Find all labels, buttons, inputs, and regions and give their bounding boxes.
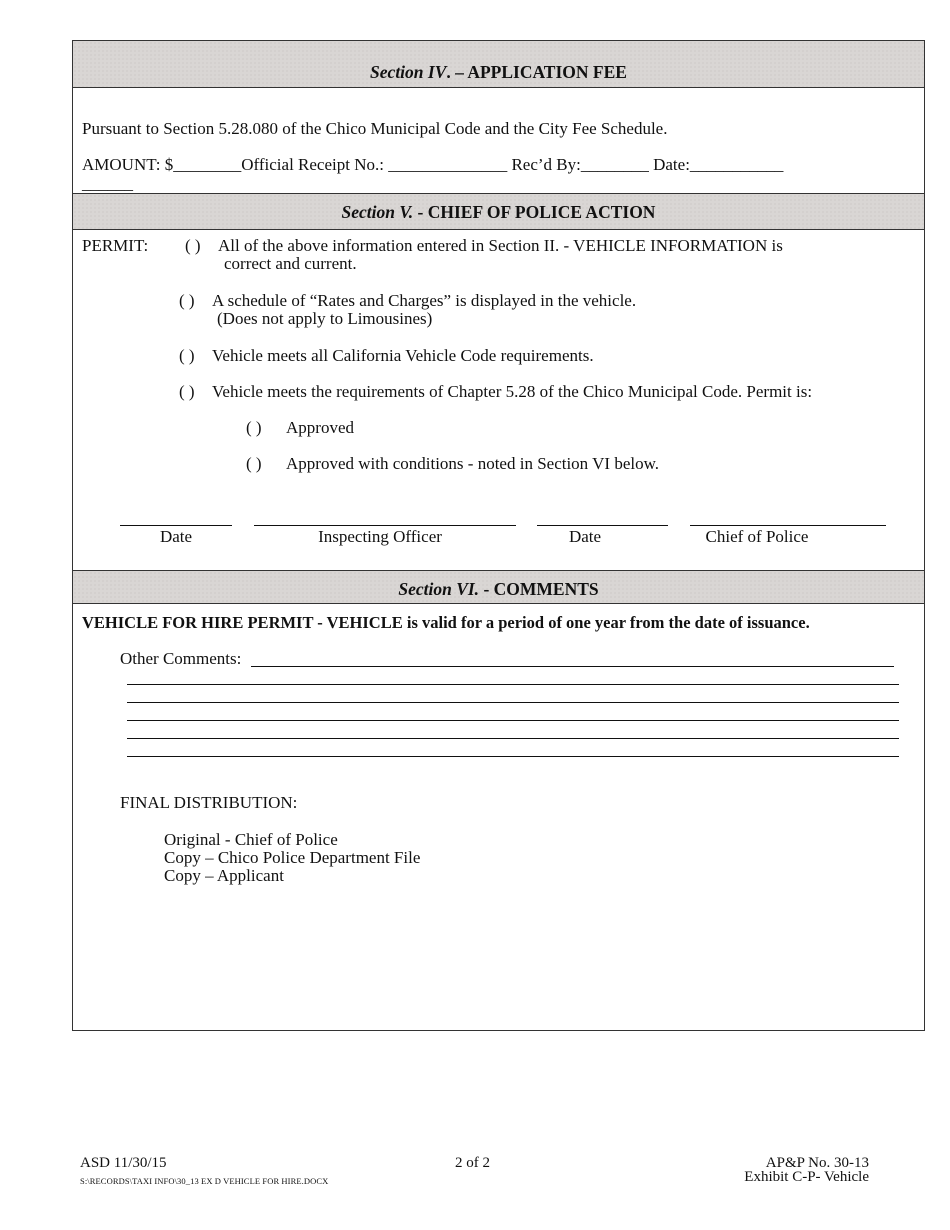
item-rates-line1: A schedule of “Rates and Charges” is displayed in the vehicle. <box>212 291 637 310</box>
checkbox-municipal-code[interactable]: ( ) <box>179 382 195 401</box>
item-rates-line2: (Does not apply to Limousines) <box>217 309 433 328</box>
signature-line-chief[interactable] <box>690 525 886 526</box>
signature-line-date-1[interactable] <box>120 525 232 526</box>
signature-line-date-2[interactable] <box>537 525 668 526</box>
section-5-title: CHIEF OF POLICE ACTION <box>427 202 656 222</box>
section-6-label: Section VI. <box>398 579 480 599</box>
section-4-heading <box>73 41 924 88</box>
distribution-item: Original - Chief of Police <box>164 830 338 849</box>
distribution-item: Copy – Applicant <box>164 866 284 885</box>
section-4-title: APPLICATION FEE <box>467 62 627 82</box>
signature-label-date-2: Date <box>568 527 602 546</box>
distribution-title: FINAL DISTRIBUTION: <box>120 793 298 812</box>
checkbox-approved[interactable]: ( ) <box>246 418 262 437</box>
item-info-correct-line1: All of the above information entered in Section II. - VEHICLE INFORMATION is <box>218 236 783 255</box>
other-comments-label: Other Comments: <box>120 649 242 668</box>
comment-line-1[interactable] <box>127 684 899 685</box>
permit-form <box>72 40 925 1031</box>
signature-label-chief: Chief of Police <box>705 527 809 546</box>
pursuant-text: Pursuant to Section 5.28.080 of the Chico Municipal Code and the City Fee Schedule. <box>82 119 668 138</box>
comment-line-2[interactable] <box>127 702 899 703</box>
amount-line[interactable]: AMOUNT: $________Official Receipt No.: ______________ Rec’d By:________ Date:___________ <box>82 155 784 174</box>
footer-exhibit: Exhibit C-P- Vehicle <box>744 1169 869 1185</box>
section-5-separator: - <box>413 202 428 222</box>
item-info-correct-line2: correct and current. <box>224 254 357 273</box>
section-5-label: Section V. <box>341 202 414 222</box>
option-approved: Approved <box>286 418 354 437</box>
footer-revision: ASD 11/30/15 <box>80 1155 167 1171</box>
section-6-separator: - <box>479 579 494 599</box>
signature-label-inspecting-officer: Inspecting Officer <box>318 527 442 546</box>
distribution-item: Copy – Chico Police Department File <box>164 848 421 867</box>
signature-label-date-1: Date <box>159 527 193 546</box>
comment-line-0[interactable] <box>251 666 894 667</box>
footer-policy-number: AP&P No. 30-13 <box>765 1155 869 1171</box>
comment-line-5[interactable] <box>127 756 899 757</box>
section-6-heading <box>73 570 924 604</box>
validity-statement: VEHICLE FOR HIRE PERMIT - VEHICLE is valid for a period of one year from the date of issuance. <box>82 613 810 632</box>
section-4-separator: . – <box>446 62 468 82</box>
section-6-title: COMMENTS <box>493 579 599 599</box>
item-vehicle-code: Vehicle meets all California Vehicle Code requirements. <box>212 346 594 365</box>
amount-line-continued[interactable]: ______ <box>82 174 133 193</box>
checkbox-vehicle-code[interactable]: ( ) <box>179 346 195 365</box>
checkbox-rates-displayed[interactable]: ( ) <box>179 291 195 310</box>
item-municipal-code: Vehicle meets the requirements of Chapter 5.28 of the Chico Municipal Code. Permit is: <box>212 382 813 401</box>
footer-file-path: S:\RECORDS\TAXI INFO\30_13 EX D VEHICLE FOR HIRE.DOCX <box>80 1176 329 1186</box>
section-5-heading <box>73 193 924 230</box>
footer-page-number: 2 of 2 <box>455 1155 490 1171</box>
option-approved-conditions: Approved with conditions - noted in Section VI below. <box>286 454 660 473</box>
comment-line-4[interactable] <box>127 738 899 739</box>
checkbox-approved-conditions[interactable]: ( ) <box>246 454 262 473</box>
section-4-label: Section IV <box>370 62 447 82</box>
checkbox-info-correct[interactable]: ( ) <box>185 236 201 255</box>
signature-line-inspecting-officer[interactable] <box>254 525 516 526</box>
comment-line-3[interactable] <box>127 720 899 721</box>
permit-label: PERMIT: <box>82 236 149 255</box>
